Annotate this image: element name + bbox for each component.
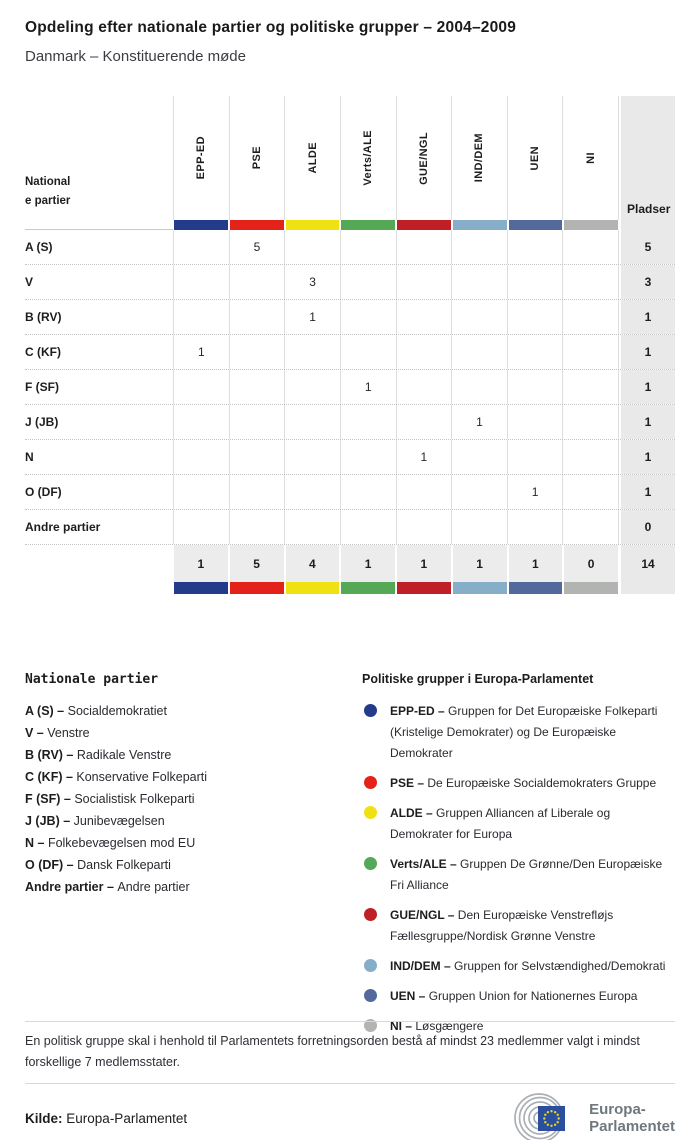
- value-cell: 3: [284, 265, 340, 299]
- color-bar-UEN: [509, 220, 563, 230]
- footer-color-bar-row: [25, 582, 675, 594]
- seats-value: 0: [619, 510, 675, 544]
- value-cell: [229, 335, 285, 369]
- logo-wordmark: [589, 1101, 675, 1135]
- logo-text-line2: Parlamentet: [589, 1118, 675, 1135]
- row-label: A (S): [25, 240, 53, 254]
- national-party-item: [25, 722, 362, 744]
- group-name: Gruppen Union for Nationernes Europa: [428, 989, 638, 1003]
- value-cell: [173, 370, 229, 404]
- party-code: A (S) –: [25, 704, 68, 718]
- value-cell: [562, 265, 619, 299]
- value-cell: [396, 475, 452, 509]
- value-cell: [340, 510, 396, 544]
- party-code: J (JB) –: [25, 814, 74, 828]
- value-cell: [284, 230, 340, 264]
- color-bar-IND/DEM: [453, 220, 507, 230]
- color-bar-Verts/ALE: [341, 582, 395, 594]
- value-cell: [173, 300, 229, 334]
- value-cell: [173, 510, 229, 544]
- value-cell: [229, 300, 285, 334]
- value-cell: [173, 230, 229, 264]
- party-name: Socialistisk Folkeparti: [74, 792, 195, 806]
- color-bar-EPP-ED: [174, 220, 228, 230]
- value-cell: [284, 405, 340, 439]
- color-bar-EPP-ED: [174, 582, 228, 594]
- group-description: [390, 956, 665, 977]
- party-name: Folkebevægelsen mod EU: [47, 836, 196, 850]
- table-header-row: [25, 96, 675, 220]
- seats-column-header: Pladser: [619, 96, 675, 220]
- value-cell: [562, 440, 619, 474]
- value-cell: [396, 510, 452, 544]
- value-cell: [173, 265, 229, 299]
- value-cell: [284, 475, 340, 509]
- UEN-color-dot: [364, 989, 377, 1002]
- value-cell: [562, 230, 619, 264]
- value-cell: [507, 440, 563, 474]
- color-bar-ALDE: [286, 220, 340, 230]
- seats-value: 5: [619, 230, 675, 264]
- footer: [25, 1021, 675, 1140]
- group-code: IND/DEM –: [390, 959, 455, 973]
- value-cell: [396, 300, 452, 334]
- page-subtitle: Danmark – Konstituerende møde: [25, 48, 246, 65]
- legend-groups-list: [362, 701, 675, 1037]
- national-party-item: [25, 854, 362, 876]
- group-name: Gruppen Alliancen af Liberale og Demokrater for Europa: [390, 806, 611, 841]
- value-cell: [451, 440, 507, 474]
- legend-national-parties: [25, 672, 362, 1046]
- total-value: 1: [174, 545, 228, 582]
- row-label: J (JB): [25, 415, 59, 429]
- source-row: [25, 1093, 675, 1140]
- value-cell: [451, 370, 507, 404]
- value-cell: [562, 510, 619, 544]
- value-cell: 1: [173, 335, 229, 369]
- row-label: Andre partier: [25, 520, 101, 534]
- value-cell: [229, 265, 285, 299]
- party-name: Andre partier: [117, 880, 190, 894]
- row-label: C (KF): [25, 345, 61, 359]
- value-cell: [173, 440, 229, 474]
- national-party-item: [25, 788, 362, 810]
- seats-value: 1: [619, 440, 675, 474]
- value-cell: 1: [284, 300, 340, 334]
- group-code: EPP-ED –: [390, 704, 449, 718]
- totals-row: [25, 545, 675, 582]
- value-cell: [173, 475, 229, 509]
- row-label: B (RV): [25, 310, 62, 324]
- value-cell: [562, 335, 619, 369]
- logo-text-line1: Europa-: [589, 1101, 646, 1118]
- value-cell: [507, 265, 563, 299]
- party-name: Dansk Folkeparti: [77, 858, 171, 872]
- row-header-line-1: e partier: [25, 195, 71, 207]
- row-header-label: [25, 96, 173, 220]
- value-cell: [562, 370, 619, 404]
- group-name: Gruppen for Det Europæiske Folkeparti (Kristelige Demokrater) og De Europæiske Demokrater: [390, 704, 658, 760]
- source-label: Kilde:: [25, 1110, 63, 1126]
- value-cell: [229, 370, 285, 404]
- source-value: Europa-Parlamentet: [66, 1110, 188, 1126]
- group-column-label: GUE/NGL: [417, 131, 430, 185]
- value-cell: [396, 405, 452, 439]
- value-cell: [340, 335, 396, 369]
- column-header-Verts/ALE: [340, 96, 396, 220]
- value-cell: 5: [229, 230, 285, 264]
- total-value: 5: [230, 545, 284, 582]
- value-cell: [507, 370, 563, 404]
- total-value: 4: [286, 545, 340, 582]
- table-row: [25, 300, 675, 335]
- column-header-EPP-ED: [173, 96, 229, 220]
- eu-flag: [538, 1106, 565, 1131]
- color-bar-GUE/NGL: [397, 582, 451, 594]
- table-row: [25, 335, 675, 370]
- value-cell: [396, 370, 452, 404]
- color-bar-GUE/NGL: [397, 220, 451, 230]
- political-group-item: [362, 956, 675, 977]
- group-description: [390, 773, 656, 794]
- party-code: O (DF) –: [25, 858, 78, 872]
- value-cell: [396, 230, 452, 264]
- party-name: Socialdemokratiet: [67, 704, 167, 718]
- group-name: Gruppen for Selvstændighed/Demokrati: [454, 959, 666, 973]
- totals-spacer: [25, 545, 173, 582]
- political-group-item: [362, 701, 675, 764]
- political-group-item: [362, 803, 675, 845]
- legend-section: [25, 672, 675, 1046]
- total-value: 0: [564, 545, 618, 582]
- value-cell: [229, 475, 285, 509]
- total-value: 1: [453, 545, 507, 582]
- national-party-item: [25, 876, 362, 898]
- value-cell: [340, 440, 396, 474]
- group-column-label: PSE: [250, 146, 263, 170]
- seats-table: [25, 96, 675, 594]
- value-cell: [451, 230, 507, 264]
- table-row: [25, 405, 675, 440]
- group-code: UEN –: [390, 989, 429, 1003]
- seats-value: 1: [619, 475, 675, 509]
- value-cell: [284, 335, 340, 369]
- value-cell: [284, 510, 340, 544]
- group-name: Løsgængere: [415, 1019, 484, 1033]
- group-name: De Europæiske Socialdemokraters Gruppe: [427, 776, 657, 790]
- value-cell: [173, 405, 229, 439]
- national-party-item: [25, 700, 362, 722]
- group-name: Gruppen De Grønne/Den Europæiske Fri Alliance: [390, 857, 663, 892]
- party-code: C (KF) –: [25, 770, 77, 784]
- value-cell: 1: [340, 370, 396, 404]
- column-header-IND/DEM: [451, 96, 507, 220]
- source-line: [25, 1111, 187, 1126]
- party-name: Radikale Venstre: [76, 748, 172, 762]
- value-cell: [507, 510, 563, 544]
- party-code: N –: [25, 836, 48, 850]
- value-cell: [507, 230, 563, 264]
- group-column-label: ALDE: [306, 142, 319, 174]
- party-code: F (SF) –: [25, 792, 75, 806]
- table-row: [25, 510, 675, 545]
- color-bar-Verts/ALE: [341, 220, 395, 230]
- value-cell: [451, 475, 507, 509]
- value-cell: [507, 405, 563, 439]
- national-party-item: [25, 766, 362, 788]
- column-header-ALDE: [284, 96, 340, 220]
- party-code: Andre partier –: [25, 880, 118, 894]
- group-column-label: EPP-ED: [195, 136, 208, 180]
- row-label: N: [25, 450, 34, 464]
- group-column-label: Verts/ALE: [362, 130, 375, 186]
- total-value: 1: [397, 545, 451, 582]
- seats-value: 1: [619, 335, 675, 369]
- value-cell: [340, 230, 396, 264]
- column-header-PSE: [229, 96, 285, 220]
- legend-national-heading: Nationale partier: [25, 672, 159, 687]
- color-bar-NI: [564, 220, 618, 230]
- IND/DEM-color-dot: [364, 959, 377, 972]
- color-bar-NI: [564, 582, 618, 594]
- group-description: [390, 854, 675, 896]
- seats-column-fill: [619, 220, 675, 230]
- group-code: NI –: [390, 1019, 416, 1033]
- group-code: Verts/ALE –: [390, 857, 461, 871]
- value-cell: [396, 265, 452, 299]
- value-cell: [284, 440, 340, 474]
- value-cell: [340, 300, 396, 334]
- footnote-text: En politisk gruppe skal i henhold til Parlamentets forretningsorden bestå af mindst 23 medlemmer valgt i mindst forskellige 7 medlemsstater.: [25, 1021, 675, 1084]
- party-name: Konservative Folkeparti: [76, 770, 208, 784]
- hemicycle-eu-flag-icon: [510, 1093, 582, 1140]
- GUE/NGL-color-dot: [364, 908, 377, 921]
- table-row: [25, 440, 675, 475]
- color-bar-PSE: [230, 582, 284, 594]
- party-code: V –: [25, 726, 48, 740]
- ALDE-color-dot: [364, 806, 377, 819]
- seats-value: 3: [619, 265, 675, 299]
- political-group-item: [362, 773, 675, 794]
- value-cell: [340, 265, 396, 299]
- seats-value: 1: [619, 300, 675, 334]
- bottom-bar-spacer: [25, 582, 173, 594]
- value-cell: [229, 440, 285, 474]
- group-column-label: IND/DEM: [473, 133, 486, 183]
- group-description: [390, 701, 675, 764]
- PSE-color-dot: [364, 776, 377, 789]
- column-header-NI: [562, 96, 619, 220]
- value-cell: [229, 510, 285, 544]
- value-cell: 1: [507, 475, 563, 509]
- legend-groups-heading: Politiske grupper i Europa-Parlamentet: [362, 672, 594, 686]
- color-bar-ALDE: [286, 582, 340, 594]
- national-party-item: [25, 810, 362, 832]
- value-cell: [229, 405, 285, 439]
- value-cell: [451, 335, 507, 369]
- value-cell: [284, 370, 340, 404]
- group-code: PSE –: [390, 776, 428, 790]
- group-column-label: NI: [584, 152, 597, 164]
- value-cell: [396, 335, 452, 369]
- group-name: Den Europæiske Venstrefløjs Fællesgruppe/Nordisk Grønne Venstre: [390, 908, 614, 943]
- row-header-line-0: National: [25, 176, 71, 188]
- political-group-item: [362, 854, 675, 896]
- legend-political-groups: [362, 672, 675, 1046]
- group-code: GUE/NGL –: [390, 908, 458, 922]
- Verts/ALE-color-dot: [364, 857, 377, 870]
- value-cell: [340, 475, 396, 509]
- EPP-ED-color-dot: [364, 704, 377, 717]
- value-cell: [562, 475, 619, 509]
- row-header-underline: [25, 220, 173, 230]
- row-label: V: [25, 275, 34, 289]
- table-row: [25, 265, 675, 300]
- value-cell: [507, 300, 563, 334]
- color-bar-IND/DEM: [453, 582, 507, 594]
- legend-national-list: [25, 700, 362, 898]
- group-column-label: UEN: [529, 145, 542, 171]
- column-header-UEN: [507, 96, 563, 220]
- column-header-GUE/NGL: [396, 96, 452, 220]
- color-bar-UEN: [509, 582, 563, 594]
- european-parliament-logo: [510, 1093, 675, 1140]
- group-description: [390, 803, 675, 845]
- row-label: F (SF): [25, 380, 59, 394]
- total-seats: 14: [619, 545, 675, 582]
- political-group-item: [362, 986, 675, 1007]
- value-cell: [562, 405, 619, 439]
- group-description: [390, 986, 637, 1007]
- seats-value: 1: [619, 370, 675, 404]
- table-row: [25, 370, 675, 405]
- seats-value: 1: [619, 405, 675, 439]
- row-label: O (DF): [25, 485, 62, 499]
- national-party-item: [25, 744, 362, 766]
- value-cell: [451, 265, 507, 299]
- page-title: Opdeling efter nationale partier og politiske grupper – 2004–2009: [25, 19, 517, 36]
- value-cell: [340, 405, 396, 439]
- color-bar-PSE: [230, 220, 284, 230]
- value-cell: 1: [396, 440, 452, 474]
- value-cell: [562, 300, 619, 334]
- header-color-bar-row: [25, 220, 675, 230]
- table-row: [25, 230, 675, 265]
- national-party-item: [25, 832, 362, 854]
- party-name: Junibevægelsen: [73, 814, 165, 828]
- total-value: 1: [509, 545, 563, 582]
- party-name: Venstre: [47, 726, 90, 740]
- table-row: [25, 475, 675, 510]
- group-description: [390, 905, 675, 947]
- value-cell: 1: [451, 405, 507, 439]
- value-cell: [507, 335, 563, 369]
- political-group-item: [362, 905, 675, 947]
- seats-column-fill: [619, 582, 675, 594]
- value-cell: [451, 510, 507, 544]
- value-cell: [451, 300, 507, 334]
- total-value: 1: [341, 545, 395, 582]
- group-code: ALDE –: [390, 806, 437, 820]
- party-code: B (RV) –: [25, 748, 77, 762]
